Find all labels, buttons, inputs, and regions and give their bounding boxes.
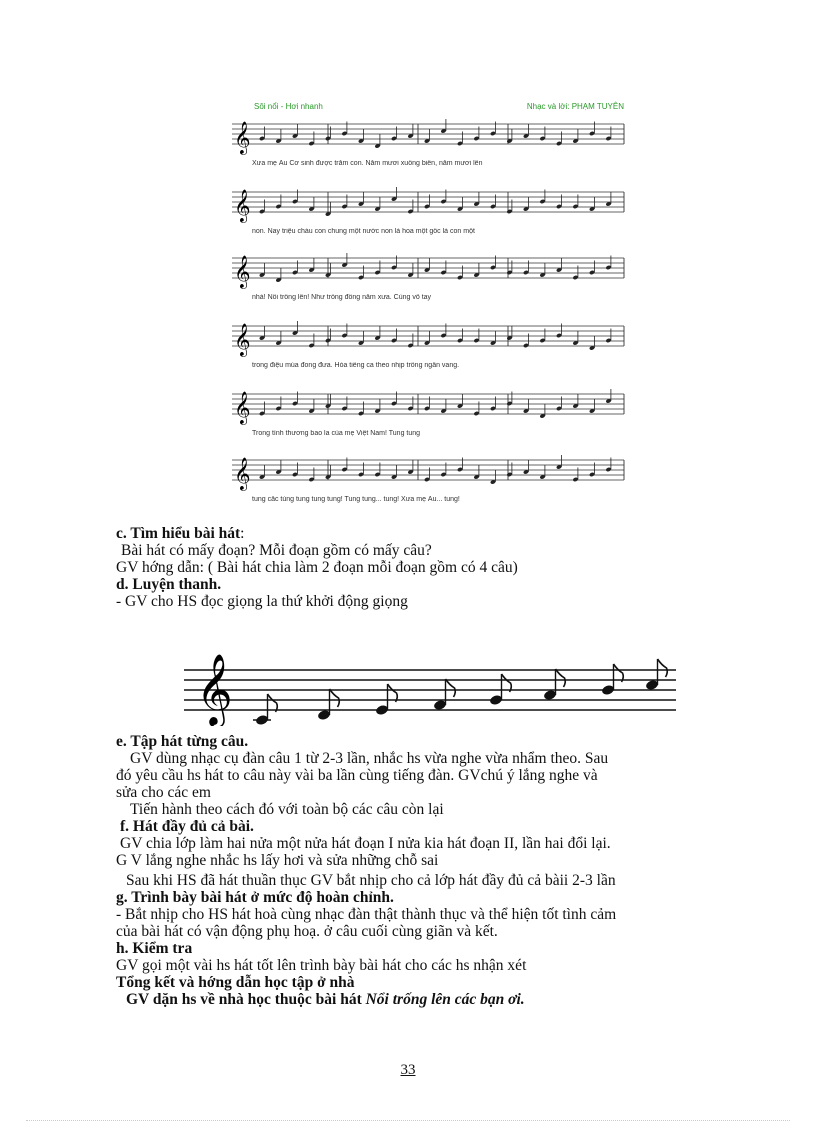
staff-row-5	[228, 384, 628, 444]
section-e-line1: GV dùng nhạc cụ đàn câu 1 từ 2-3 lần, nhắc hs vừa nghe vừa nhẩm theo. Sau	[130, 750, 609, 767]
treble-clef-icon: 𝄞	[196, 652, 233, 725]
lyrics-line-3: nhà! Nổi trống lên! Như trống đồng năm xưa. Cùng vỗ tay	[252, 294, 432, 301]
section-e-heading: e. Tập hát từng câu.	[116, 733, 249, 750]
section-e	[116, 733, 736, 1008]
section-c-answer: GV hớng dẫn: ( Bài hát chia làm 2 đoạn mỗi đoạn gồm có 4 câu)	[116, 559, 518, 576]
song-title: Nổi trống lên các bạn ơi.	[365, 991, 525, 1008]
section-e-line3: sửa cho các em	[116, 784, 211, 801]
section-f-line1: GV chia lớp làm hai nửa một nửa hát đoạn I nửa kia hát đoạn II, lần hai đổi lại.	[120, 835, 611, 852]
staff-row-1	[228, 114, 628, 174]
treble-clef-icon: 𝄞	[234, 323, 251, 356]
staff-row-6	[228, 450, 628, 510]
music-score	[228, 98, 628, 510]
section-e-line4: Tiến hành theo cách đó với toàn bộ các câu còn lại	[130, 801, 444, 818]
lyrics-line-6: tung cắc tùng tung tung tung! Tung tung... tung! Xưa mẹ Âu... tung!	[252, 496, 460, 503]
warmup-scale-staff	[178, 648, 680, 726]
section-g-heading: g. Trình bày bài hát ở mức độ hoàn chỉnh.	[116, 889, 394, 906]
footer-divider	[26, 1120, 790, 1121]
section-d-text: - GV cho HS đọc giọng la thứ khởi động giọng	[116, 593, 408, 610]
section-e-line2: đó yêu cầu hs hát to câu này vài ba lần cùng tiếng đàn. GVchú ý lắng nghe và	[116, 767, 598, 784]
section-d-heading: d. Luyện thanh.	[116, 576, 222, 593]
section-h-heading: h. Kiểm tra	[116, 940, 193, 957]
treble-clef-icon: 𝄞	[234, 189, 251, 222]
section-f-heading: f. Hát đầy đủ cả bài.	[120, 818, 254, 835]
section-g-line2: của bài hát có vận động phụ hoạ. ở câu cuối cùng giãn và kết.	[116, 923, 498, 940]
section-c-question: Bài hát có mấy đoạn? Mỗi đoạn gồm có mấy câu?	[121, 542, 432, 559]
treble-clef-icon: 𝄞	[234, 391, 251, 424]
section-c	[116, 525, 736, 610]
lyrics-line-4: trong điệu múa đong đưa. Hòa tiếng ca theo nhịp trống ngân vang.	[252, 362, 460, 369]
section-g-line1: - Bắt nhịp cho HS hát hoà cùng nhạc đàn thật thành thục và thể hiện tốt tình cảm	[116, 906, 617, 923]
lyrics-line-5: Trong tình thương bao la của mẹ Việt Nam! Tung tung	[252, 430, 421, 437]
staff-row-2	[228, 182, 628, 242]
tempo-marking: Sôi nổi - Hơi nhanh	[254, 102, 323, 111]
summary-heading: Tổng kết và hớng dẫn học tập ở nhà	[116, 974, 355, 991]
section-h-text: GV gọi một vài hs hát tốt lên trình bày bài hát cho các hs nhận xét	[116, 957, 527, 974]
section-c-heading: c. Tìm hiểu bài hát	[116, 525, 241, 542]
lyrics-line-2: non. Nay triệu cháu con chung một nước non là hoa một gốc là con một	[252, 228, 475, 235]
staff-row-4	[228, 316, 628, 376]
section-c-colon: :	[240, 525, 245, 542]
summary-text: GV dặn hs về nhà học thuộc bài hát Nổi trống lên các bạn ơi.	[126, 991, 525, 1008]
staff-row-3	[228, 248, 628, 308]
treble-clef-icon: 𝄞	[234, 255, 251, 288]
treble-clef-icon: 𝄞	[234, 457, 251, 490]
composer-credit: Nhạc và lời: PHẠM TUYÊN	[526, 102, 624, 111]
section-f-line2: G V lắng nghe nhắc hs lấy hơi và sửa những chỗ sai	[116, 852, 439, 869]
section-f-line3: Sau khi HS đã hát thuần thục GV bắt nhịp cho cả lớp hát đầy đủ cả bàii 2-3 lần	[126, 872, 616, 889]
lyrics-line-1: Xưa mẹ Âu Cơ sinh được trăm con. Năm mươi xuống biển, năm mươi lên	[252, 160, 483, 167]
page-number: 33	[400, 1062, 416, 1078]
treble-clef-icon: 𝄞	[234, 121, 251, 154]
